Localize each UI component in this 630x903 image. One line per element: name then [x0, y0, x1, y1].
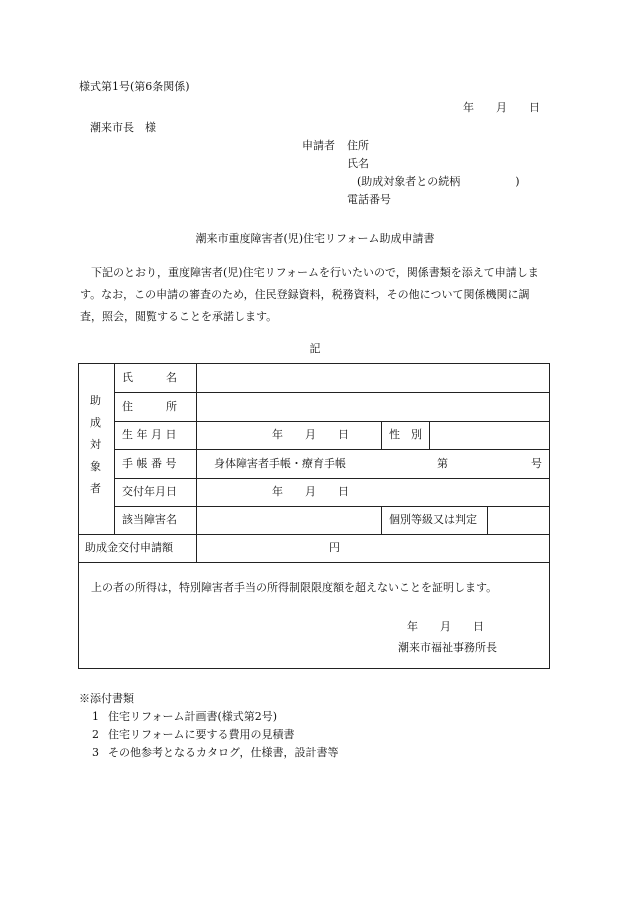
attachment-item: 住宅リフォームに要する費用の見積書	[108, 728, 295, 741]
date-line: 年 月 日	[463, 101, 540, 114]
divider	[79, 562, 550, 563]
side-label-5: 者	[90, 482, 101, 495]
address-row-label: 住 所	[122, 400, 177, 413]
divider	[79, 534, 550, 535]
divider	[196, 364, 197, 562]
side-label-3: 対	[90, 438, 101, 451]
side-label-2: 成	[90, 416, 101, 429]
intro-paragraph: 下記のとおり，重度障害者(児)住宅リフォームを行いたいので，関係書類を添えて申請します。なお，この申請の審査のため，住民登録資料，税務資料，その他について関係機関に調査，照会，閲覧することを承諾します。	[80, 266, 539, 323]
birthdate-value: 年 月 日	[272, 428, 349, 441]
attachment-num: 3	[92, 746, 99, 759]
birthdate-row-label: 生 年 月 日	[122, 428, 177, 441]
document-title: 潮来市重度障害者(児)住宅リフォーム助成申請書	[195, 232, 435, 245]
divider	[381, 506, 382, 534]
certify-text: 上の者の所得は，特別障害者手当の所得制限限度額を超えないことを証明します。	[91, 581, 498, 594]
address-label: 住所	[347, 139, 369, 152]
addressee: 潮来市長 様	[90, 121, 156, 134]
name-row-label: 氏 名	[122, 371, 177, 384]
amount-unit: 円	[329, 541, 340, 554]
divider	[114, 392, 550, 393]
handbook-dai: 第	[437, 457, 448, 470]
issue-date-row-label: 交付年月日	[122, 485, 177, 498]
attachment-item: 住宅リフォーム計画書(様式第2号)	[108, 710, 278, 723]
relationship-label: (助成対象者との続柄 )	[357, 175, 520, 188]
form-number: 様式第1号(第6条関係)	[79, 80, 190, 93]
phone-label: 電話番号	[347, 193, 391, 206]
divider	[487, 506, 488, 534]
certify-office: 潮来市福祉事務所長	[398, 641, 497, 654]
grade-label: 個別等級又は判定	[389, 513, 477, 526]
certify-date: 年 月 日	[407, 620, 484, 633]
attachment-item: その他参考となるカタログ，仕様書，設計書等	[108, 746, 339, 759]
divider	[114, 478, 550, 479]
attachments-heading: ※添付書類	[79, 692, 134, 705]
divider	[381, 421, 382, 449]
name-label: 氏名	[347, 157, 369, 170]
attachment-num: 1	[92, 710, 99, 723]
gender-label: 性 別	[389, 428, 422, 441]
side-label-4: 象	[90, 460, 101, 473]
applicant-label: 申請者	[302, 139, 335, 152]
disability-row-label: 該当障害名	[122, 513, 177, 526]
side-label-1: 助	[90, 394, 101, 407]
divider	[114, 421, 550, 422]
application-table	[78, 363, 550, 669]
divider	[429, 421, 430, 449]
amount-row-label: 助成金交付申請額	[85, 541, 173, 554]
attachment-num: 2	[92, 728, 99, 741]
divider	[114, 506, 550, 507]
handbook-type: 身体障害者手帳・療育手帳	[214, 457, 346, 470]
divider	[114, 449, 550, 450]
handbook-row-label: 手 帳 番 号	[122, 457, 177, 470]
ki-label: 記	[309, 342, 321, 355]
handbook-go: 号	[531, 457, 542, 470]
issue-date-value: 年 月 日	[272, 485, 349, 498]
